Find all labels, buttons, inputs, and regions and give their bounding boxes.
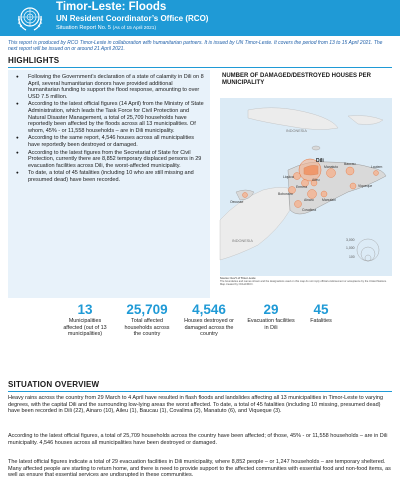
- stat-value: 45: [313, 302, 329, 317]
- overview-paragraph: Heavy rains across the country from 29 March to 4 April have resulted in flash floods and landslides affecting all 13 municipalities in Timor-Leste to varying degrees, with the capital Dili and the surrounding low-lying areas the worst affected. To date, a total of 45 fatalities (including 10 missing, presumed dead) have been recorded in Dili (22), Ainaro (10), Aileu (1), Baucau (1), Covalima (2), Manatuto (6), and Viqueque (3).: [8, 395, 384, 415]
- bubble-viqueque: [350, 183, 356, 189]
- map-disclaimer: The boundaries and names shown and the designations used on this map do not imply official endorsement or acceptance by the United Nations. Map created by OCHA/RCO.: [220, 280, 387, 287]
- bubble-lautem: [374, 171, 379, 176]
- bubble-covalima: [295, 201, 302, 208]
- stat-fatalities: [296, 302, 346, 325]
- label-indonesia-north: INDONESIA: [286, 129, 307, 133]
- report-date: (As of 15 April 2021): [112, 26, 157, 31]
- stat-households: [122, 302, 172, 338]
- label-manufahi: Manufahi: [322, 198, 336, 202]
- page-subtitle: UN Resident Coordinator’s Office (RCO): [56, 14, 209, 23]
- label-bobonaro: Bobonaro: [278, 192, 293, 196]
- stat-value: 4,546: [192, 302, 226, 317]
- map-panel: [218, 70, 394, 298]
- highlights-box: [8, 70, 210, 298]
- label-baucau: Baucau: [344, 162, 356, 166]
- report-main: Situation Report No. 5: [56, 25, 112, 31]
- map-title: NUMBER OF DAMAGED/DESTROYED HOUSES PER MUNICIPALITY: [222, 73, 372, 86]
- stat-municipalities: [60, 302, 110, 338]
- overview-paragraph: The latest official figures indicate a total of 29 evacuation facilities in Dili municipality, where 8,852 people – or 1,247 households – are temporary sheltered. Many affected people are starting to return home, and there is need to provide support to the affected communities with essential food and non-food items, as well as ensure that essential services are undisrupted in these communities.: [8, 459, 391, 479]
- divider: [8, 67, 392, 68]
- overview-heading: SITUATION OVERVIEW: [8, 380, 100, 389]
- label-covalima: Covalima: [302, 208, 317, 212]
- atauro-island: [312, 146, 320, 150]
- label-manatuto: Manatuto: [324, 165, 339, 169]
- bubble-manatuto: [327, 169, 336, 178]
- page-title: Timor-Leste: Floods: [56, 1, 167, 13]
- label-viqueque: Viqueque: [358, 184, 373, 188]
- stat-label: Houses destroyed or damaged across the country: [184, 318, 234, 338]
- label-liquica: Liquica: [283, 175, 294, 179]
- damage-map: [218, 70, 394, 298]
- stat-value: 29: [263, 302, 279, 317]
- label-lautem: Lautem: [371, 165, 383, 169]
- legend-label-large: 3,000: [346, 238, 355, 242]
- intro-text: This report is produced by RCO Timor-Leste in collaboration with humanitarian partners. It is issued by UN Timor-Leste. It covers the period from 13 to 15 April 2021. The next report will be issued on or around 21 April 2021.: [8, 40, 383, 53]
- stat-label: Evacuation facilities in Dili: [247, 318, 295, 331]
- highlight-item: ● To date, a total of 45 fatalities (including 10 who are still missing and presumed dead) have been recorded.: [10, 170, 204, 183]
- header-banner: [0, 0, 400, 36]
- highlights-heading: HIGHLIGHTS: [8, 56, 60, 65]
- highlight-item: ● According to the latest official figures (14 April) from the Ministry of State Administration, which leads the Task Force for Civil Protection and Natural Disaster Management, a total of 25,709 households have reportedly been affected by the floods across all 13 municipalities. Of whom, 45% - or 11,558 households – are in Dili municipality.: [10, 101, 204, 134]
- stat-houses: [184, 302, 234, 338]
- report-number: [56, 25, 156, 31]
- legend-label-small: 100: [349, 255, 355, 259]
- highlight-item: ● According to the latest figures from the Secretariat of State for Civil Protection, currently there are 8,852 temporary displaced persons in 29 evacuation facilities across Dili, the worst-affected municipality.: [10, 150, 204, 170]
- highlight-item: ● Following the Government’s declaration of a state of calamity in Dili on 8 April, several humanitarian donors have provided additional humanitarian funding to support the flood response, amounting to over USD 7.5 million.: [10, 74, 204, 100]
- un-emblem-icon: [14, 2, 46, 34]
- highlight-item: ● According to the same report, 4,546 houses across all municipalities have reportedly been destroyed or damaged.: [10, 135, 204, 148]
- stat-label: Total affected households across the country: [124, 318, 170, 338]
- stat-value: 13: [77, 302, 93, 317]
- stat-label: Municipalities affected (out of 13 municipalities): [63, 318, 107, 338]
- label-ainaro: Ainaro: [304, 198, 314, 202]
- map-source: [220, 277, 392, 287]
- bubble-liquica: [294, 173, 301, 180]
- divider: [8, 391, 392, 392]
- bubble-baucau: [346, 167, 354, 175]
- label-ermera: Ermera: [296, 185, 308, 189]
- label-aileu: Aileu: [312, 178, 320, 182]
- bubble-manufahi: [321, 191, 327, 197]
- label-oecusse: Oecusse: [230, 200, 244, 204]
- overview-paragraph: According to the latest official figures, a total of 25,709 households across the country have been affected; of those, 45% - or 11,558 households – are in Dili municipality. 4,546 houses across all municipalities have been destroyed or damaged.: [8, 433, 388, 446]
- label-dili: Dili: [316, 158, 324, 164]
- stat-evacuation: [246, 302, 296, 331]
- stat-value: 25,709: [126, 302, 168, 317]
- label-indonesia-south: INDONESIA: [232, 239, 253, 243]
- bubble-oecusse: [243, 193, 248, 198]
- stat-label: Fatalities: [310, 318, 332, 324]
- key-figures: [60, 302, 360, 360]
- legend-label-medium: 1,000: [346, 246, 355, 250]
- map-source-label: Source: Gov't of Timor-Leste: [220, 277, 256, 280]
